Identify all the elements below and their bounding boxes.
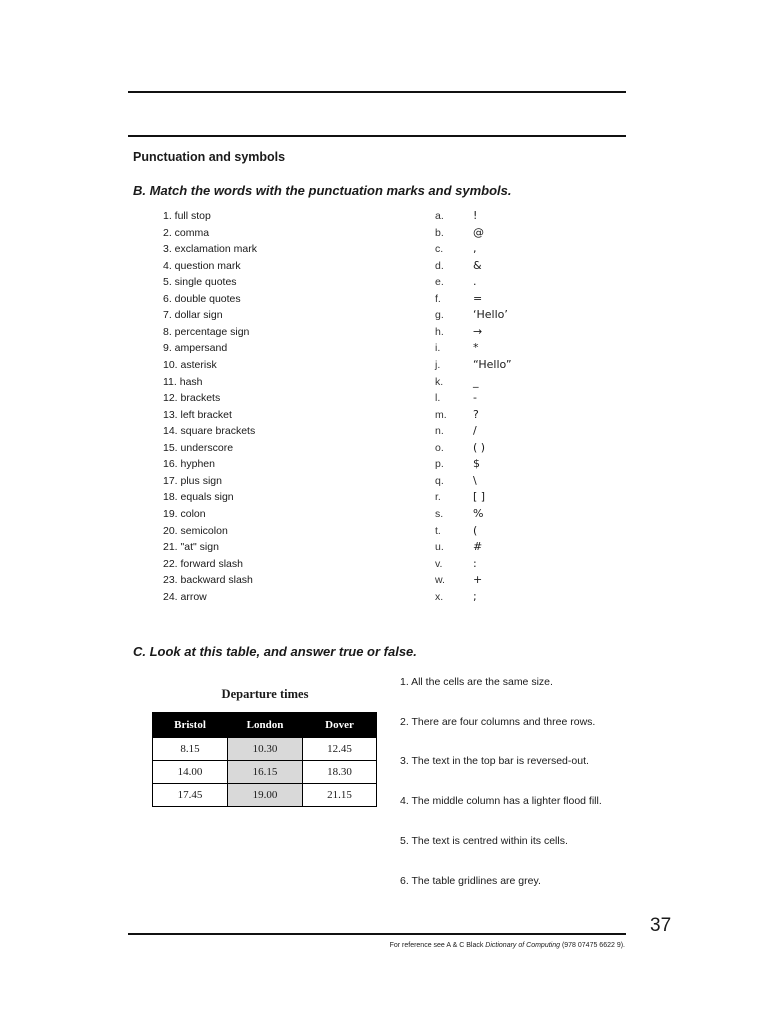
- footer-prefix: For reference see A & C Black: [389, 942, 486, 949]
- letter-item: n.: [435, 425, 444, 438]
- word-item: 17. plus sign: [163, 474, 222, 487]
- table-cell: 14.00: [153, 761, 228, 784]
- word-item: 21. "at" sign: [163, 541, 219, 553]
- table-row: [153, 738, 377, 761]
- word-item: 9. ampersand: [163, 342, 228, 355]
- letter-item: u.: [435, 541, 444, 553]
- table-cell: 16.15: [228, 761, 303, 784]
- letter-item: t.: [435, 524, 441, 537]
- symbol-item: .: [473, 275, 477, 289]
- word-item: 3. exclamation mark: [163, 243, 257, 256]
- letter-item: c.: [435, 243, 444, 256]
- letter-item: m.: [435, 408, 447, 421]
- word-item: 2. comma: [163, 226, 210, 239]
- letter-item: b.: [435, 226, 444, 239]
- question-item: 1. All the cells are the same size.: [400, 676, 553, 688]
- word-item: 1. full stop: [163, 210, 211, 222]
- word-item: 14. square brackets: [163, 425, 256, 438]
- symbol-item: \: [473, 473, 477, 487]
- symbol-item: ?: [473, 407, 479, 421]
- letter-item: v.: [435, 557, 443, 570]
- symbol-item: ( ): [473, 440, 486, 454]
- word-item: 20. semicolon: [163, 524, 228, 537]
- table-cell: 12.45: [303, 738, 377, 761]
- word-item: 16. hyphen: [163, 458, 215, 471]
- table-cell: 8.15: [153, 738, 228, 761]
- bottom-rule: [128, 933, 626, 935]
- question-item: 6. The table gridlines are grey.: [400, 875, 541, 887]
- table-cell: 21.15: [303, 784, 377, 807]
- column-header: Bristol: [153, 713, 228, 738]
- reference-footer: [128, 942, 625, 949]
- word-item: 6. double quotes: [163, 292, 241, 305]
- letter-item: h.: [435, 325, 444, 338]
- letter-item: g.: [435, 309, 444, 322]
- symbol-item: -: [473, 391, 477, 405]
- letter-item: d.: [435, 259, 444, 272]
- letter-item: e.: [435, 276, 444, 289]
- letter-item: f.: [435, 292, 441, 305]
- word-item: 12. brackets: [163, 392, 221, 405]
- question-item: 5. The text is centred within its cells.: [400, 835, 568, 847]
- letter-item: i.: [435, 342, 441, 355]
- symbol-item: @: [473, 225, 484, 239]
- table-row: [153, 784, 377, 807]
- symbol-item: /: [473, 424, 477, 438]
- section-rule: [128, 135, 626, 137]
- table-row: [153, 761, 377, 784]
- word-item: 7. dollar sign: [163, 309, 223, 322]
- departure-table: [152, 712, 377, 807]
- footer-title: Dictionary of Computing: [485, 942, 560, 949]
- letter-item: l.: [435, 392, 441, 405]
- symbol-item: _: [473, 374, 479, 388]
- question-item: 4. The middle column has a lighter flood fill.: [400, 795, 602, 807]
- exercise-b-heading: B. Match the words with the punctuation marks and symbols.: [133, 183, 512, 198]
- word-item: 10. asterisk: [163, 359, 217, 371]
- section-title: Punctuation and symbols: [133, 150, 286, 164]
- word-item: 13. left bracket: [163, 408, 232, 421]
- question-item: 2. There are four columns and three rows.: [400, 716, 596, 728]
- footer-suffix: (978 07475 6622 9).: [560, 942, 625, 949]
- word-item: 18. equals sign: [163, 491, 234, 504]
- letter-item: p.: [435, 458, 444, 471]
- symbol-item: &: [473, 258, 482, 272]
- letter-item: x.: [435, 590, 444, 603]
- word-item: 23. backward slash: [163, 574, 253, 587]
- letter-item: k.: [435, 375, 444, 388]
- letter-item: q.: [435, 474, 444, 487]
- symbol-item: :: [473, 556, 477, 570]
- letter-item: a.: [435, 210, 444, 222]
- symbol-item: +: [473, 573, 483, 587]
- table-cell: 18.30: [303, 761, 377, 784]
- exercise-c-heading: C. Look at this table, and answer true or false.: [133, 644, 417, 659]
- word-item: 15. underscore: [163, 441, 234, 454]
- word-item: 8. percentage sign: [163, 325, 250, 338]
- symbol-item: ,: [473, 242, 477, 256]
- letter-item: o.: [435, 441, 444, 454]
- symbol-item: =: [473, 291, 483, 305]
- letter-item: r.: [435, 491, 441, 504]
- top-rule: [128, 91, 626, 93]
- page-number: 37: [650, 915, 672, 936]
- symbol-item: #: [473, 540, 483, 553]
- column-header: Dover: [303, 713, 377, 738]
- symbol-item: ‘Hello’: [473, 308, 508, 322]
- table-cell: 10.30: [228, 738, 303, 761]
- question-item: 3. The text in the top bar is reversed-out.: [400, 755, 589, 767]
- word-item: 19. colon: [163, 507, 206, 520]
- word-item: 22. forward slash: [163, 557, 243, 570]
- symbol-item: !: [473, 209, 478, 222]
- letter-item: j.: [435, 359, 441, 371]
- symbol-item: [ ]: [473, 490, 486, 504]
- letter-item: s.: [435, 507, 444, 520]
- word-item: 24. arrow: [163, 590, 207, 603]
- symbol-item: (: [473, 523, 478, 537]
- table-title: Departure times: [221, 687, 309, 701]
- table-header-row: [153, 713, 377, 738]
- symbol-item: $: [473, 457, 480, 471]
- column-header: London: [228, 713, 303, 738]
- table-cell: 19.00: [228, 784, 303, 807]
- symbol-item: ;: [473, 589, 477, 603]
- letter-item: w.: [435, 574, 445, 587]
- symbol-item: →: [473, 324, 483, 338]
- symbol-item: *: [473, 341, 479, 355]
- symbol-item: %: [473, 506, 484, 520]
- word-item: 5. single quotes: [163, 276, 237, 289]
- symbol-item: “Hello”: [473, 358, 512, 371]
- table-cell: 17.45: [153, 784, 228, 807]
- word-item: 4. question mark: [163, 259, 241, 272]
- word-item: 11. hash: [163, 375, 203, 388]
